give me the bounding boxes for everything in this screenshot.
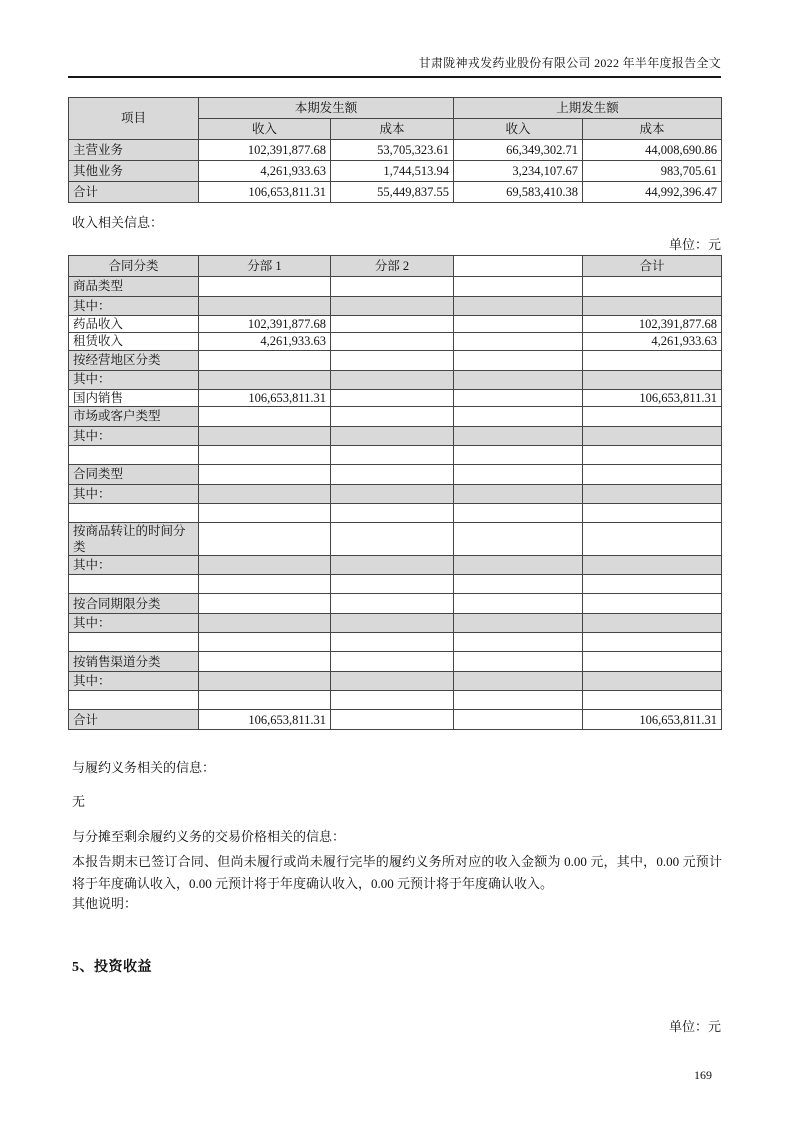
empty-cell	[331, 277, 454, 297]
empty-cell	[331, 672, 454, 691]
empty-cell	[331, 633, 454, 652]
empty-cell	[583, 406, 722, 426]
empty-cell	[199, 445, 331, 464]
row-label: 按经营地区分类	[69, 350, 199, 370]
unit-label: 单位：元	[668, 237, 721, 252]
empty-cell	[583, 464, 722, 484]
table-row	[69, 161, 722, 182]
empty-cell	[199, 350, 331, 370]
empty-cell	[199, 652, 331, 672]
empty-cell	[199, 277, 331, 297]
empty-cell	[199, 464, 331, 484]
table-row	[69, 389, 722, 406]
table-row	[69, 406, 722, 426]
col-header-income-prior: 收入	[454, 119, 583, 140]
table-row	[69, 445, 722, 464]
other-note-label: 其他说明：	[72, 896, 138, 911]
row-label: 药品收入	[69, 316, 199, 333]
amount-cell: 983,705.61	[583, 161, 722, 182]
table-row	[69, 297, 722, 316]
empty-cell	[454, 277, 583, 297]
row-label: 按销售渠道分类	[69, 652, 199, 672]
table-row	[69, 140, 722, 161]
empty-cell	[331, 652, 454, 672]
amount-cell: 69,583,410.38	[454, 182, 583, 203]
table-row	[69, 503, 722, 522]
row-label: 其他业务	[69, 161, 199, 182]
empty-cell	[454, 389, 583, 406]
empty-cell	[199, 594, 331, 614]
empty-cell	[199, 370, 331, 389]
table-row	[69, 614, 722, 633]
empty-cell	[331, 484, 454, 503]
empty-cell	[454, 426, 583, 445]
col-header-prior-period: 上期发生额	[454, 98, 722, 119]
amount-cell: 4,261,933.63	[199, 161, 331, 182]
amount-cell: 106,653,811.31	[199, 182, 331, 203]
amount-cell: 106,653,811.31	[199, 389, 331, 406]
empty-cell	[583, 503, 722, 522]
table-row	[69, 182, 722, 203]
amount-cell: 4,261,933.63	[583, 333, 722, 350]
table-row	[69, 633, 722, 652]
header-rule	[68, 76, 721, 78]
table-row	[69, 672, 722, 691]
income-table-body	[69, 140, 722, 203]
empty-cell	[454, 594, 583, 614]
row-label: 租赁收入	[69, 333, 199, 350]
amount-cell: 4,261,933.63	[199, 333, 331, 350]
empty-cell	[454, 652, 583, 672]
amount-cell: 3,234,107.67	[454, 161, 583, 182]
empty-cell	[331, 556, 454, 575]
income-cost-table	[68, 97, 722, 203]
empty-cell	[331, 575, 454, 594]
col-header-income-current: 收入	[199, 119, 331, 140]
empty-cell	[454, 333, 583, 350]
empty-cell	[454, 691, 583, 710]
empty-cell	[454, 370, 583, 389]
empty-cell	[583, 484, 722, 503]
empty-cell	[331, 594, 454, 614]
col-header	[454, 256, 583, 277]
empty-cell	[454, 350, 583, 370]
table-row	[69, 484, 722, 503]
empty-cell	[583, 614, 722, 633]
empty-cell	[331, 464, 454, 484]
empty-cell	[331, 389, 454, 406]
empty-cell	[199, 691, 331, 710]
row-label: 合计	[69, 710, 199, 730]
amount-cell: 44,008,690.86	[583, 140, 722, 161]
amount-cell: 106,653,811.31	[583, 710, 722, 730]
row-label	[69, 575, 199, 594]
empty-cell	[583, 522, 722, 556]
empty-cell	[199, 406, 331, 426]
empty-cell	[583, 370, 722, 389]
amount-cell: 102,391,877.68	[199, 316, 331, 333]
empty-cell	[331, 406, 454, 426]
row-label: 其中：	[69, 672, 199, 691]
empty-cell	[454, 522, 583, 556]
col-header-cost-prior: 成本	[583, 119, 722, 140]
empty-cell	[331, 370, 454, 389]
row-label	[69, 445, 199, 464]
amount-cell: 102,391,877.68	[583, 316, 722, 333]
page-number: 169	[694, 1068, 712, 1082]
contract-classification-table	[68, 255, 722, 730]
empty-cell	[199, 672, 331, 691]
empty-cell	[583, 277, 722, 297]
empty-cell	[199, 522, 331, 556]
row-label	[69, 633, 199, 652]
amount-cell: 106,653,811.31	[199, 710, 331, 730]
amount-cell: 44,992,396.47	[583, 182, 722, 203]
table-row	[69, 556, 722, 575]
empty-cell	[583, 426, 722, 445]
remaining-price-label: 与分摊至剩余履约义务的交易价格相关的信息：	[72, 829, 346, 844]
empty-cell	[583, 297, 722, 316]
empty-cell	[454, 297, 583, 316]
row-label: 其中：	[69, 297, 199, 316]
table-row	[69, 464, 722, 484]
empty-cell	[199, 484, 331, 503]
empty-cell	[331, 503, 454, 522]
row-label: 市场或客户类型	[69, 406, 199, 426]
empty-cell	[583, 633, 722, 652]
row-label: 合同类型	[69, 464, 199, 484]
empty-cell	[454, 445, 583, 464]
empty-cell	[583, 556, 722, 575]
empty-cell	[454, 406, 583, 426]
performance-obligation-value: 无	[72, 794, 86, 809]
amount-cell: 102,391,877.68	[199, 140, 331, 161]
table-row	[69, 652, 722, 672]
empty-cell	[454, 614, 583, 633]
empty-cell	[331, 426, 454, 445]
empty-cell	[454, 575, 583, 594]
empty-cell	[199, 426, 331, 445]
empty-cell	[331, 691, 454, 710]
empty-cell	[331, 522, 454, 556]
col-header-item: 项目	[69, 98, 199, 140]
performance-obligation-label: 与履约义务相关的信息：	[72, 760, 216, 775]
empty-cell	[331, 614, 454, 633]
row-label: 按商品转让的时间分类	[69, 522, 199, 556]
empty-cell	[583, 575, 722, 594]
page-header-title: 甘肃陇神戎发药业股份有限公司 2022 年半年度报告全文	[418, 56, 721, 70]
empty-cell	[199, 633, 331, 652]
empty-cell	[454, 633, 583, 652]
empty-cell	[454, 464, 583, 484]
amount-cell: 55,449,837.55	[331, 182, 454, 203]
empty-cell	[199, 575, 331, 594]
empty-cell	[331, 445, 454, 464]
revenue-info-label: 收入相关信息：	[72, 215, 164, 230]
row-label	[69, 503, 199, 522]
section-heading-investment-income: 5、投资收益	[72, 960, 152, 975]
empty-cell	[331, 350, 454, 370]
empty-cell	[583, 672, 722, 691]
empty-cell	[331, 297, 454, 316]
row-label: 其中：	[69, 484, 199, 503]
row-label: 其中：	[69, 556, 199, 575]
amount-cell: 53,705,323.61	[331, 140, 454, 161]
table-row	[69, 522, 722, 556]
empty-cell	[331, 333, 454, 350]
empty-cell	[583, 350, 722, 370]
col-header-current-period: 本期发生额	[199, 98, 454, 119]
empty-cell	[331, 710, 454, 730]
empty-cell	[583, 652, 722, 672]
table-row	[69, 691, 722, 710]
col-header: 分部 2	[331, 256, 454, 277]
row-label: 其中：	[69, 614, 199, 633]
col-header-cost-current: 成本	[331, 119, 454, 140]
row-label: 其中：	[69, 426, 199, 445]
empty-cell	[454, 556, 583, 575]
col-header: 分部 1	[199, 256, 331, 277]
table-row	[69, 316, 722, 333]
empty-cell	[454, 503, 583, 522]
table-row	[69, 370, 722, 389]
unit-label-2: 单位：元	[668, 1019, 721, 1034]
amount-cell: 66,349,302.71	[454, 140, 583, 161]
empty-cell	[454, 710, 583, 730]
table-row	[69, 426, 722, 445]
empty-cell	[199, 556, 331, 575]
empty-cell	[583, 594, 722, 614]
contract-table-head	[69, 256, 722, 277]
table-row	[69, 277, 722, 297]
row-label: 其中：	[69, 370, 199, 389]
empty-cell	[583, 445, 722, 464]
row-label: 合计	[69, 182, 199, 203]
row-label: 商品类型	[69, 277, 199, 297]
table-header-row	[69, 256, 722, 277]
col-header: 合计	[583, 256, 722, 277]
row-label: 主营业务	[69, 140, 199, 161]
empty-cell	[454, 672, 583, 691]
remaining-price-paragraph: 本报告期末已签订合同、但尚未履行或尚未履行完毕的履约义务所对应的收入金额为 0.00 元，其中，0.00 元预计将于年度确认收入，0.00 元预计将于年度确认收入，0.00 元预计将于年度确认收入。	[72, 854, 722, 891]
empty-cell	[454, 484, 583, 503]
empty-cell	[583, 691, 722, 710]
table-row	[69, 575, 722, 594]
contract-table-body	[69, 277, 722, 730]
empty-cell	[199, 297, 331, 316]
empty-cell	[199, 503, 331, 522]
table-header-row	[69, 98, 722, 119]
row-label	[69, 691, 199, 710]
empty-cell	[199, 614, 331, 633]
col-header: 合同分类	[69, 256, 199, 277]
table-row	[69, 350, 722, 370]
table-row	[69, 333, 722, 350]
amount-cell: 1,744,513.94	[331, 161, 454, 182]
empty-cell	[331, 316, 454, 333]
amount-cell: 106,653,811.31	[583, 389, 722, 406]
row-label: 国内销售	[69, 389, 199, 406]
empty-cell	[454, 316, 583, 333]
table-row	[69, 594, 722, 614]
row-label: 按合同期限分类	[69, 594, 199, 614]
table-row	[69, 710, 722, 730]
